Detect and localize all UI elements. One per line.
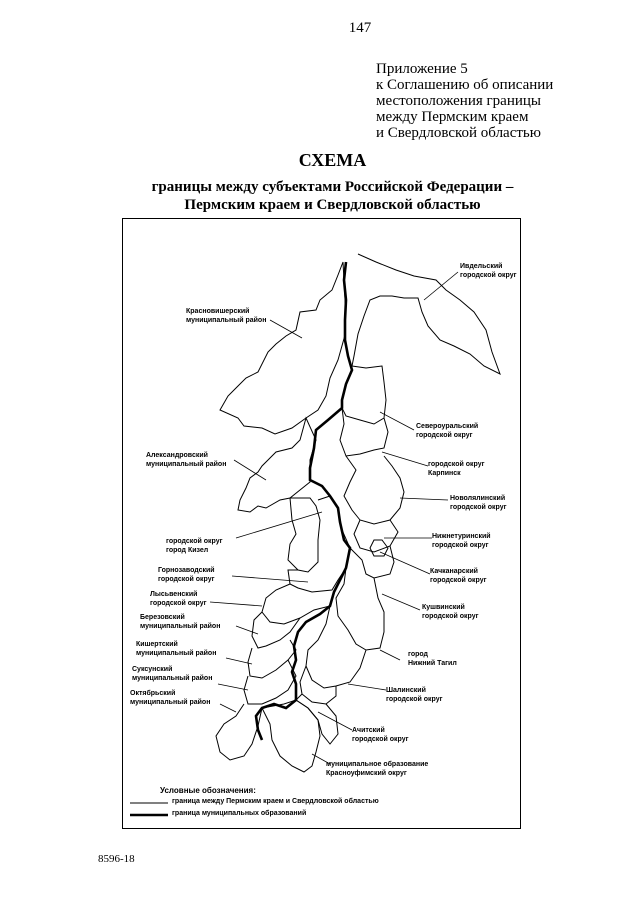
legend-item-municipal: граница муниципальных образований: [172, 810, 307, 817]
label-oktyabrsky: Октябрьский муниципальный район: [130, 690, 211, 706]
label-severouralsk: Североуральский городской округ: [416, 423, 479, 439]
leader-line: [380, 650, 400, 660]
label-berezovsky: Березовский муниципальный район: [140, 614, 221, 630]
leader-line: [236, 512, 322, 538]
label-suksun: Суксунский муниципальный район: [132, 666, 213, 682]
label-kushva: Кушвинский городской округ: [422, 604, 479, 620]
leader-line: [234, 460, 266, 480]
appendix-line: Приложение 5: [376, 61, 468, 77]
kishert-boundary: [248, 640, 296, 678]
leader-line: [348, 684, 386, 690]
label-lysva: Лысьвенский городской округ: [150, 591, 207, 607]
scheme-subtitle-line: границы между субъектами Российской Федерации –: [151, 179, 514, 195]
label-ivdel: Ивдельский городской округ: [460, 263, 517, 279]
leader-line: [424, 272, 458, 300]
label-gornozavodsk: Горнозаводский городской округ: [158, 567, 215, 583]
legend-title: Условные обозначения:: [160, 786, 256, 795]
scheme-title: СХЕМА: [298, 150, 367, 170]
achitsky-boundary: [300, 666, 336, 704]
page-number: 147: [348, 20, 372, 36]
nizhny-tagil-boundary: [336, 568, 384, 650]
leader-line: [220, 704, 236, 712]
oktyabrsky-boundary: [216, 704, 262, 760]
label-nizhneturinsky: Нижнетуринский городской округ: [432, 533, 491, 549]
leader-line: [218, 684, 248, 690]
appendix-line: и Свердловской областью: [376, 125, 541, 141]
karpinsk-boundary: [340, 408, 388, 456]
kushva-boundary: [350, 546, 394, 578]
label-nizhny-tagil: город Нижний Тагил: [408, 651, 457, 667]
label-aleksandrovsk: Александровский муниципальный район: [146, 452, 227, 468]
appendix-line: местоположения границы: [376, 93, 541, 109]
appendix-line: к Соглашению об описании: [376, 77, 554, 93]
municipal-boundaries-west: [216, 262, 350, 772]
label-kachkanar: Качканарский городской округ: [430, 568, 487, 584]
perm-sverdlovsk-boundary: [256, 262, 352, 740]
label-achitsky: Ачитский городской округ: [352, 727, 409, 743]
label-kizel: городской округ город Кизел: [166, 538, 223, 554]
krasnovishersk-boundary: [220, 262, 345, 434]
leader-line: [400, 498, 448, 500]
label-novolyalinsky: Новолялинский городской округ: [450, 495, 507, 511]
appendix-line: между Пермским краем: [376, 109, 529, 125]
legend-item-interregional: граница между Пермским краем и Свердловской областью: [172, 798, 379, 805]
leader-line: [232, 576, 308, 582]
berezovsky-boundary: [252, 612, 300, 648]
label-krasnoufimsk: муниципальное образование Красноуфимский округ: [326, 761, 429, 777]
leader-line: [382, 594, 420, 610]
scheme-subtitle-line: Пермским краем и Свердловской областью: [184, 197, 481, 213]
southern-district-boundary: [262, 700, 320, 772]
label-krasnovishersk: Красновишерский муниципальный район: [186, 308, 267, 324]
label-kishert: Кишертский муниципальный район: [136, 641, 217, 657]
leader-line: [236, 626, 258, 634]
leader-line: [210, 602, 262, 606]
novolyalinsky-boundary: [344, 456, 404, 524]
leader-line: [380, 552, 430, 574]
label-karpinsk: городской округ Карпинск: [428, 461, 485, 477]
kizel-boundary: [288, 498, 320, 572]
suksun-boundary: [244, 660, 296, 704]
label-shalinsky: Шалинский городской округ: [386, 687, 443, 703]
leader-line: [382, 452, 428, 466]
document-code: 8596-18: [98, 853, 135, 865]
lysva-boundary: [262, 584, 334, 624]
nizhneturinsky-boundary: [354, 520, 398, 552]
